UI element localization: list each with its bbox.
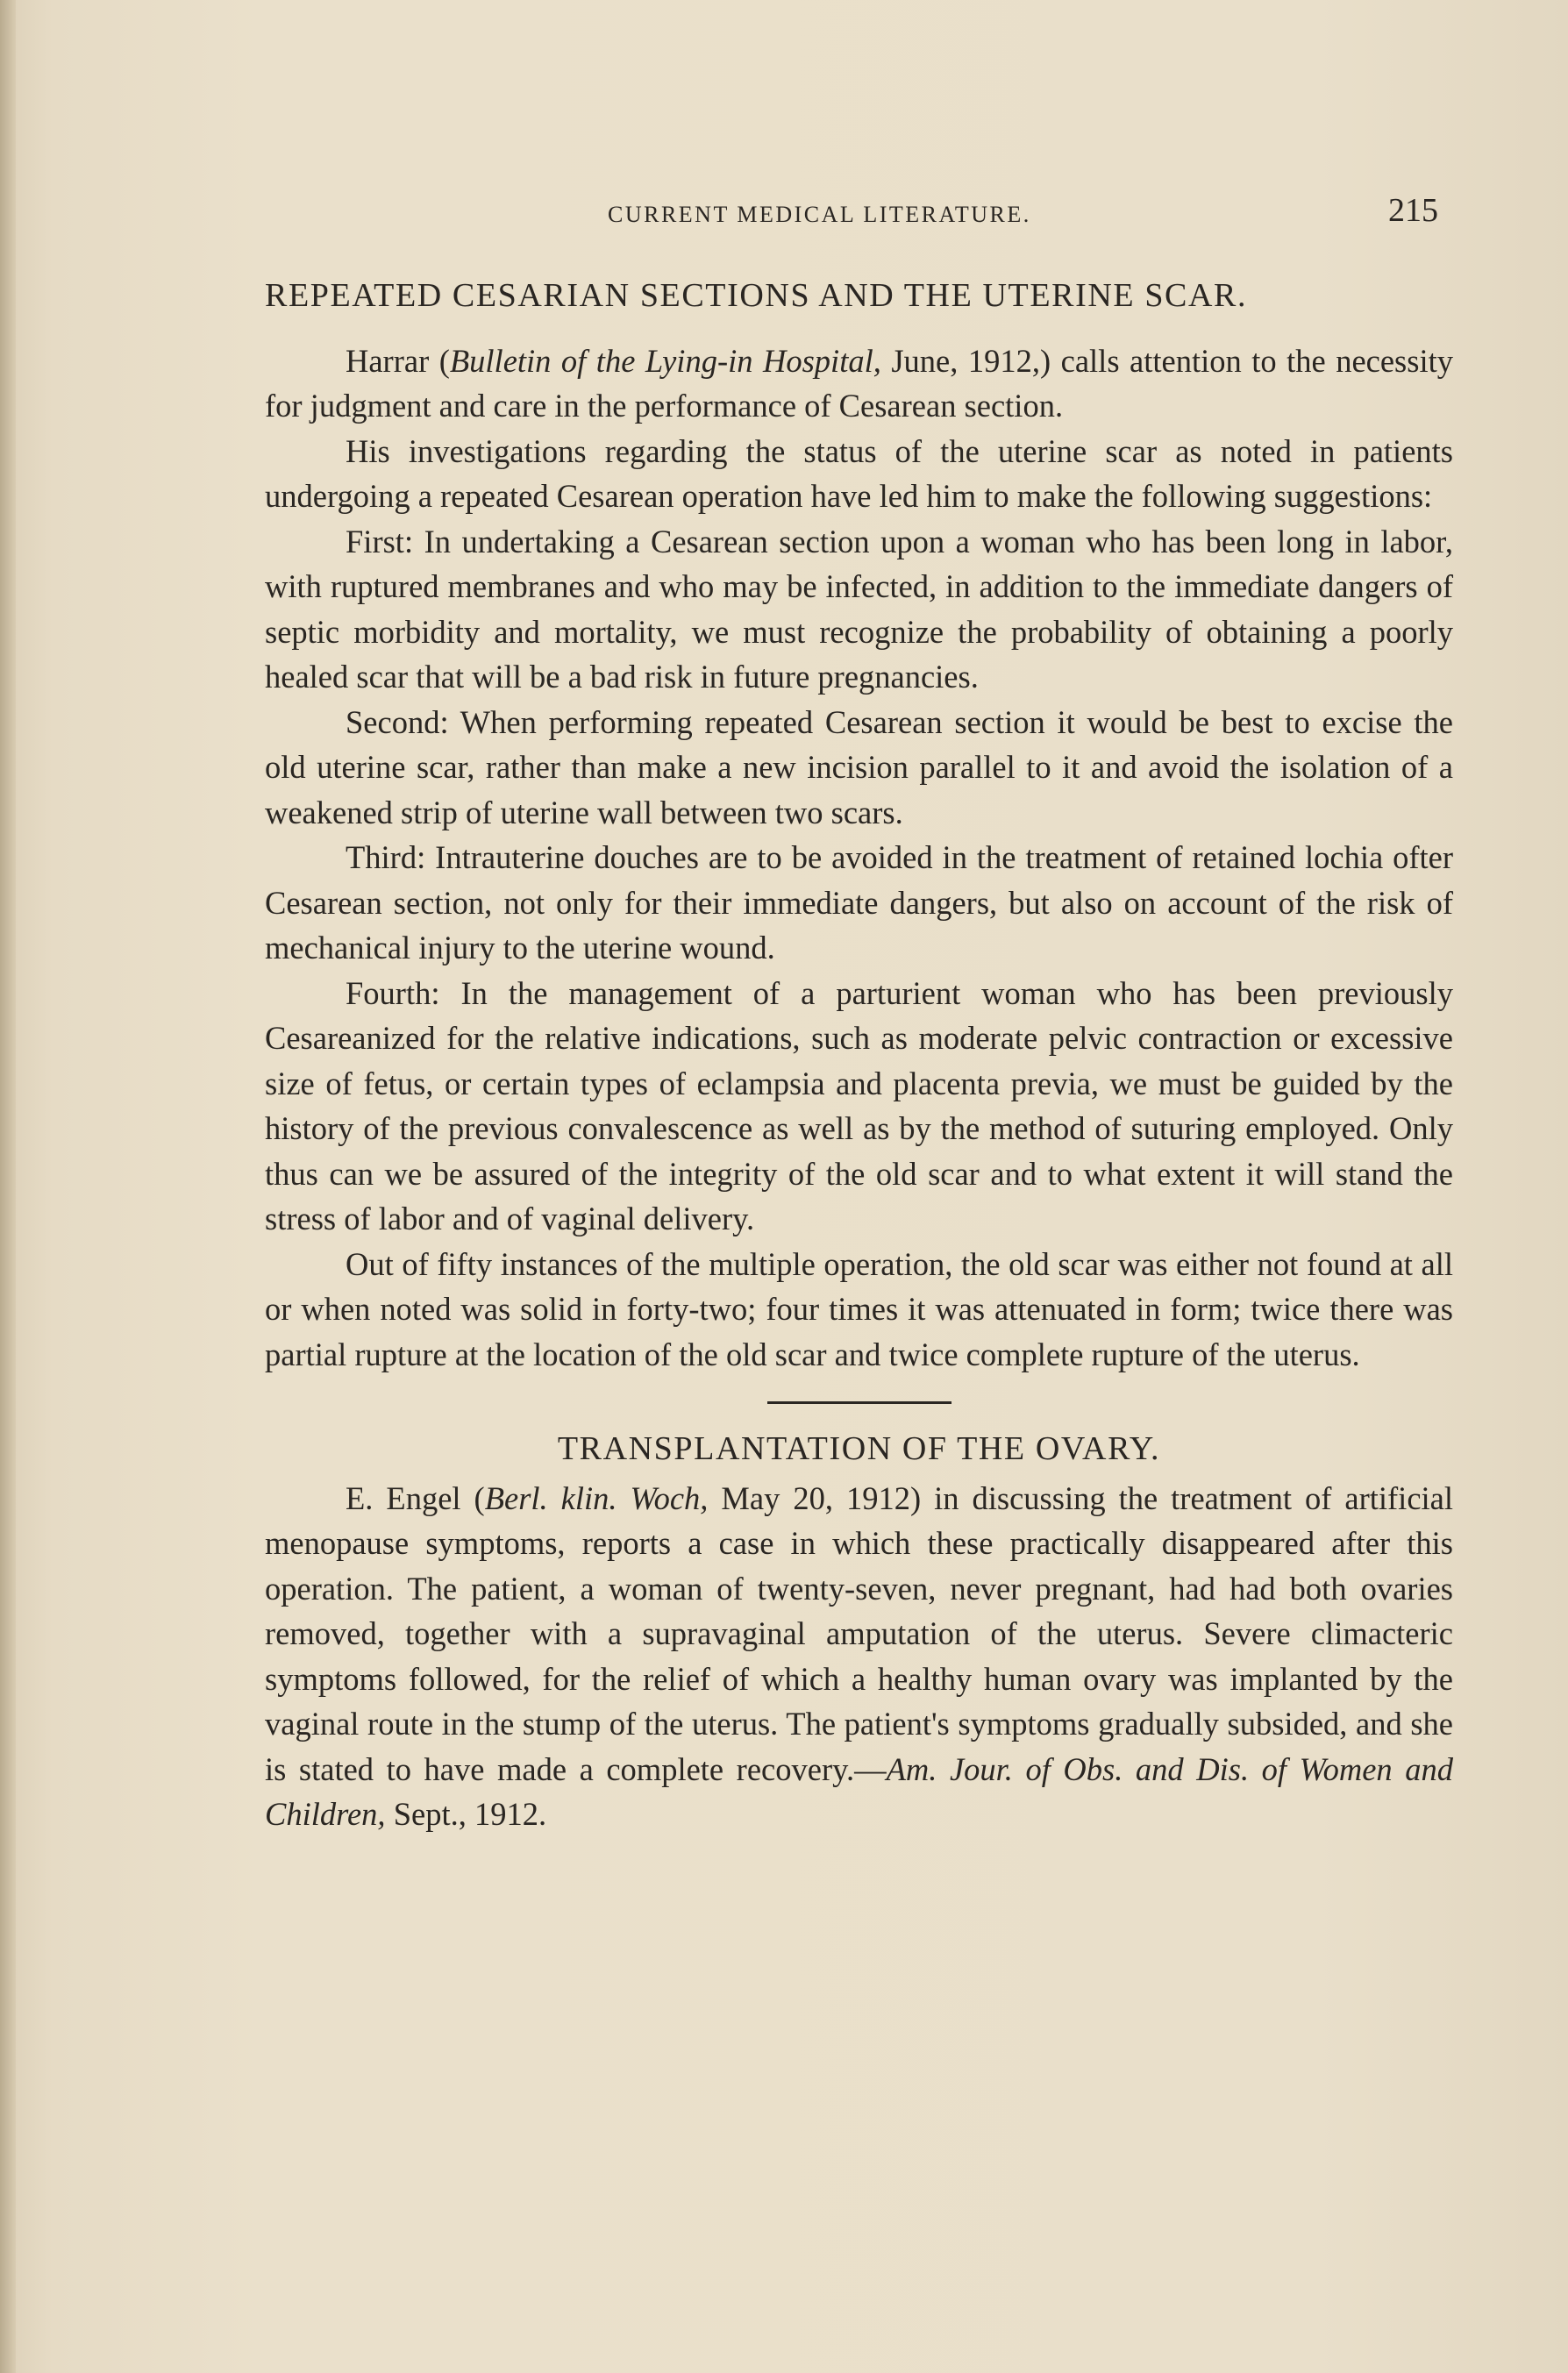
- article-title-cesarian: REPEATED CESARIAN SECTIONS AND THE UTERINE SCAR.: [265, 277, 1248, 314]
- running-head: [263, 192, 1438, 239]
- paragraph-second: Second: When performing repeated Cesarean section it would be best to excise the old uterine scar, rather than make a new incision parallel to it and avoid the isolation of a weakened strip of uterine wall between two scars.: [265, 703, 1453, 830]
- citation-berl-klin: Berl. klin. Woch,: [484, 1479, 709, 1516]
- citation-bulletin: Bulletin of the Lying-in Hospital,: [449, 342, 881, 379]
- engel-text-b: May 20, 1912) in discussing the treatment of artificial menopause symptoms, reports a case in which these practically disappeared after this operation. The patient, a woman of twenty-seven, never pregnant, had had both ovaries removed, together with a supravaginal amputation of the uterus. Severe climacteric symptoms followed, for the relief of which a healthy human ovary was implanted by the vaginal route in the stump of the uterus. The patient's symptoms gradually subsided, and she is stated to have made a complete recovery.—: [265, 1479, 1454, 1787]
- intro-text-a: Harrar (: [346, 342, 450, 379]
- paragraph-results: Out of fifty instances of the multiple operation, the old scar was either not found at all or when noted was solid in forty-two; four times it was attenuated in form; twice there was partial rupture at the location of the old scar and twice complete rupture of the uterus.: [265, 1245, 1453, 1372]
- engel-text-c: Sept., 1912.: [385, 1796, 547, 1832]
- paragraph-third: Third: Intrauterine douches are to be avoided in the treatment of retained lochia ofter Cesarean section, not only for their immediate dangers, but also on account of the risk of mechanical injury to the uterine wound.: [265, 839, 1453, 966]
- article-title-ovary: TRANSPLANTATION OF THE OVARY.: [557, 1430, 1161, 1467]
- paragraph-first: First: In undertaking a Cesarean section upon a woman who has been long in labor, with ruptured membranes and who may be infected, in addition to the immediate dangers of septic morbidity and mortality, we must recognize the probability of obtaining a poorly healed scar that will be a bad risk in future pregnancies.: [265, 523, 1453, 695]
- running-title: CURRENT MEDICAL LITERATURE.: [608, 202, 1031, 227]
- paragraph-investigations: His investigations regarding the status of the uterine scar as noted in patients undergoing a repeated Cesarean operation have led him to make the following suggestions:: [265, 432, 1453, 514]
- paragraph-intro: [265, 338, 1453, 429]
- paragraph-engel: [265, 1476, 1453, 1837]
- page-number: 215: [1388, 192, 1438, 229]
- paragraph-fourth: Fourth: In the management of a parturient woman who has been previously Cesareanized for the relative indications, such as moderate pelvic contraction or excessive size of fetus, or certain types of eclampsia and placenta previa, we must be guided by the history of the previous convalescence as well as by the method of suturing employed. Only thus can we be assured of the integrity of the old scar and to what extent it will stand the stress of labor and of vaginal delivery.: [265, 974, 1453, 1236]
- page-content: [265, 274, 1453, 1837]
- section-divider: [767, 1401, 951, 1404]
- binding-edge: [0, 0, 16, 2373]
- intro-text-b: June, 1912,) calls attention to the necessity for judgment and care in the performance of Cesarean section.: [265, 342, 1453, 424]
- engel-text-a: E. Engel (: [346, 1479, 485, 1516]
- citation-am-jour: Am. Jour. of Obs. and Dis. of Women and Children,: [265, 1750, 1453, 1832]
